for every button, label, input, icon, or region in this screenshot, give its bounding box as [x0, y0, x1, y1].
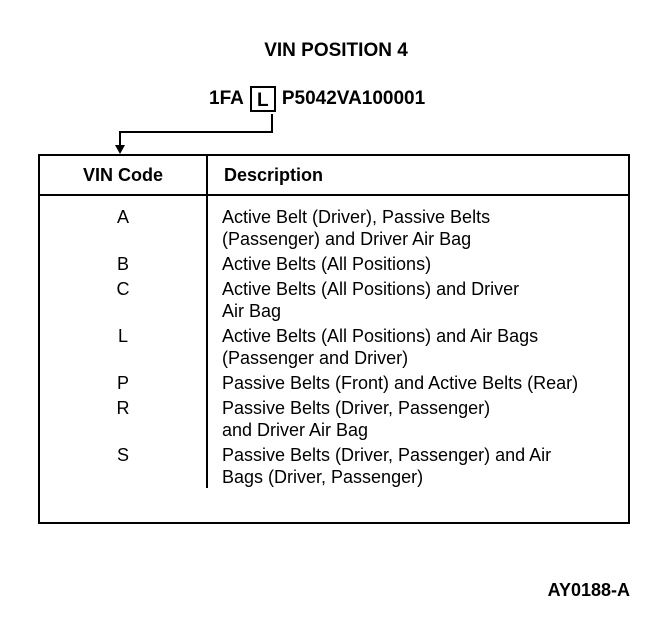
- description-cell: Passive Belts (Driver, Passenger) and Driver Air Bag: [222, 398, 491, 440]
- vin-code-cell: L: [40, 322, 207, 369]
- table-header-row: [40, 156, 628, 195]
- description-cell: Passive Belts (Driver, Passenger) and Air Bags (Driver, Passenger): [222, 445, 552, 487]
- table-row: [40, 322, 628, 369]
- diagram-title: VIN POSITION 4: [264, 40, 408, 61]
- vin-code-cell: S: [40, 441, 207, 488]
- table-body: [40, 195, 628, 488]
- vin-code-cell: B: [40, 250, 207, 275]
- table-row: [40, 394, 628, 441]
- vin-code-table: [38, 154, 630, 524]
- description-cell: Active Belts (All Positions): [222, 254, 432, 274]
- table-row: [40, 441, 628, 488]
- arrow-head-icon: [115, 145, 125, 154]
- vin-connector-arrow: [0, 0, 672, 160]
- description-cell: Active Belts (All Positions) and Driver Air Bag: [222, 279, 520, 321]
- vin-code-cell: P: [40, 369, 207, 394]
- vin-suffix: P5042VA100001: [281, 88, 426, 109]
- vin-prefix: 1FA: [209, 88, 244, 109]
- table-row: [40, 250, 628, 275]
- vin-code-cell: A: [40, 195, 207, 250]
- connector-line: [120, 114, 272, 150]
- table-row: [40, 275, 628, 322]
- table-row: [40, 195, 628, 250]
- vin-code-cell: R: [40, 394, 207, 441]
- vin-highlighted-position: L: [250, 86, 276, 112]
- table-row: [40, 369, 628, 394]
- description-cell: Active Belts (All Positions) and Air Bags (Passenger and Driver): [222, 326, 539, 368]
- figure-id: AY0188-A: [547, 580, 630, 600]
- vin-code-cell: C: [40, 275, 207, 322]
- header-vin-code: VIN Code: [40, 156, 207, 195]
- description-cell: Passive Belts (Front) and Active Belts (Rear): [222, 373, 579, 393]
- description-cell: Active Belt (Driver), Passive Belts (Passenger) and Driver Air Bag: [222, 207, 491, 249]
- header-description: Description: [207, 156, 628, 195]
